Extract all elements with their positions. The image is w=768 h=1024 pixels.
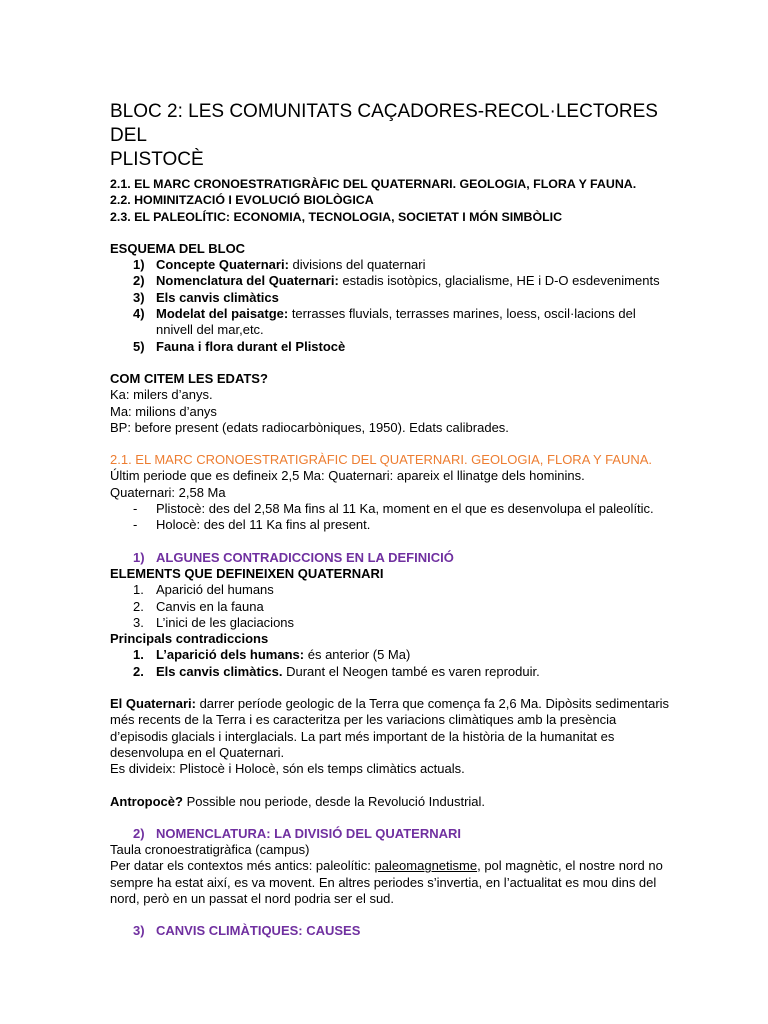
quaternari-paragraph <box>110 696 670 761</box>
document-title <box>110 100 670 172</box>
spacer <box>110 907 670 923</box>
heading-number: 3) <box>133 923 145 939</box>
esquema-heading: ESQUEMA DEL BLOC <box>110 240 246 256</box>
elements-heading: ELEMENTS QUE DEFINEIXEN QUATERNARI <box>110 565 384 581</box>
paragraph-text-end: , pol magnètic, el nostre nord no sempre ha estat així, es va movent. En altres periodes s’invertia, en l’actualitat es mou dins del nord, però en un passat el nord podria ser el sud. <box>110 858 663 906</box>
paragraph-text: darrer període geologic de la Terra que comença fa 2,6 Ma. Dipòsits sedimentaris més recents de la Terra i es caracteritza per les variacions climàtiques amb la presència d’episodis glacials i interglacials. La part més important de la història de la humanitat es desenvolupa en el Quaternari. <box>110 696 670 760</box>
esquema-item-1 <box>110 257 670 273</box>
dash-item-plistoce <box>110 501 670 517</box>
edats-heading: COM CITEM LES EDATS? <box>110 370 268 386</box>
spacer <box>110 810 670 826</box>
item-text: Canvis en la fauna <box>156 598 264 614</box>
spacer <box>110 436 670 452</box>
item-text: estadis isotòpics, glacialisme, HE i D-O esdeveniments <box>338 273 660 289</box>
edats-line-ma: Ma: milions d’anys <box>110 403 217 419</box>
dash-bullet: - <box>133 501 138 517</box>
element-item-2 <box>110 599 670 615</box>
edats-line-bp: BP: before present (edats radiocarbòniques, 1950). Edats calibrades. <box>110 419 509 435</box>
item-text: divisions del quaternari <box>288 257 426 273</box>
spacer <box>110 355 670 371</box>
dash-text: Holocè: des del 11 Ka fins al present. <box>156 517 371 533</box>
list-number: 3. <box>133 614 144 630</box>
list-number: 1. <box>133 647 144 663</box>
section-2-1-line-1: Últim periode que es defineix 2,5 Ma: Quaternari: apareix el llinatge dels hominins. <box>110 468 585 484</box>
item-text: Durant el Neogen també es varen reproduir. <box>282 663 540 679</box>
item-bold: Fauna i flora durant el Plistocè <box>156 338 346 354</box>
edats-line-ka: Ka: milers d’anys. <box>110 387 213 403</box>
item-bold: Els canvis climàtics <box>156 289 279 305</box>
list-number: 5) <box>133 338 145 354</box>
title-line-1: BLOC 2: LES COMUNITATS CAÇADORES-RECOL·LECTORES DEL <box>110 101 658 146</box>
list-number: 1) <box>133 257 145 273</box>
heading-text: NOMENCLATURA: LA DIVISIÓ DEL QUATERNARI <box>156 825 462 841</box>
spacer <box>110 680 670 696</box>
spacer <box>110 778 670 794</box>
subtitle-2-2: 2.2. HOMINITZACIÓ I EVOLUCIÓ BIOLÒGICA <box>110 193 374 208</box>
esquema-item-5 <box>110 339 670 355</box>
spacer <box>110 534 670 550</box>
nomenclatura-paragraph <box>110 858 670 907</box>
principal-item-2 <box>110 664 670 680</box>
quaternari-divisions: Es divideix: Plistocè i Holocè, són els temps climàtics actuals. <box>110 761 465 777</box>
element-item-3 <box>110 615 670 631</box>
heading-text: ALGUNES CONTRADICCIONS EN LA DEFINICIÓ <box>156 549 454 565</box>
spacer <box>110 225 670 241</box>
subtitle-2-1: 2.1. EL MARC CRONOESTRATIGRÀFIC DEL QUATERNARI. GEOLOGIA, FLORA Y FAUNA. <box>110 177 637 191</box>
contradiccions-heading <box>110 550 670 566</box>
heading-number: 2) <box>133 825 145 841</box>
paragraph-text: Possible nou periode, desde la Revolució Industrial. <box>182 793 486 809</box>
list-number: 2. <box>133 598 144 614</box>
heading-number: 1) <box>133 549 145 565</box>
item-bold: Concepte Quaternari: <box>156 257 289 273</box>
document-content <box>110 100 670 940</box>
subtitle-2-3: 2.3. EL PALEOLÍTIC: ECONOMIA, TECNOLOGIA, SOCIETAT I MÓN SIMBÒLIC <box>110 209 563 224</box>
list-number: 1. <box>133 582 144 598</box>
title-line-2: PLISTOCÈ <box>110 149 204 170</box>
item-text: terrasses fluvials, terrasses marines, loess, oscil·lacions del nnivell del mar,etc. <box>156 306 636 338</box>
principal-item-1 <box>110 647 670 663</box>
dash-bullet: - <box>133 517 138 533</box>
section-2-1-line-2: Quaternari: 2,58 Ma <box>110 484 226 500</box>
list-number: 4) <box>133 306 145 322</box>
antropoce-paragraph <box>110 794 670 810</box>
nomenclatura-line-1: Taula cronoestratigràfica (campus) <box>110 842 310 858</box>
nomenclatura-heading <box>110 826 670 842</box>
esquema-item-2 <box>110 273 670 289</box>
paleomagnetisme-term: paleomagnetisme <box>374 858 478 874</box>
canvis-heading <box>110 923 670 939</box>
dash-text: Plistocè: des del 2,58 Ma fins al 11 Ka, moment en el que es desenvolupa el paleolític. <box>156 501 654 517</box>
esquema-item-4 <box>110 306 670 339</box>
item-bold: L’aparició dels humans: <box>156 647 305 663</box>
paragraph-bold: El Quaternari: <box>110 696 196 712</box>
paragraph-text-start: Per datar els contextos més antics: paleolític: <box>110 858 375 874</box>
item-bold: Nomenclatura del Quaternari: <box>156 273 339 289</box>
list-number: 3) <box>133 289 145 305</box>
element-item-1 <box>110 582 670 598</box>
item-text: L’inici de les glaciacions <box>156 614 295 630</box>
list-number: 2) <box>133 273 145 289</box>
heading-text: CANVIS CLIMÀTIQUES: CAUSES <box>156 923 361 939</box>
item-text: Aparició del humans <box>156 582 274 598</box>
dash-item-holoce <box>110 517 670 533</box>
item-bold: Modelat del paisatge: <box>156 306 289 322</box>
esquema-item-3 <box>110 290 670 306</box>
principals-heading: Principals contradiccions <box>110 631 269 647</box>
item-text: és anterior (5 Ma) <box>304 647 411 663</box>
list-number: 2. <box>133 663 144 679</box>
section-2-1-heading: 2.1. EL MARC CRONOESTRATIGRÀFIC DEL QUATERNARI. GEOLOGIA, FLORA Y FAUNA. <box>110 452 653 468</box>
item-bold: Els canvis climàtics. <box>156 663 283 679</box>
paragraph-bold: Antropocè? <box>110 793 183 809</box>
